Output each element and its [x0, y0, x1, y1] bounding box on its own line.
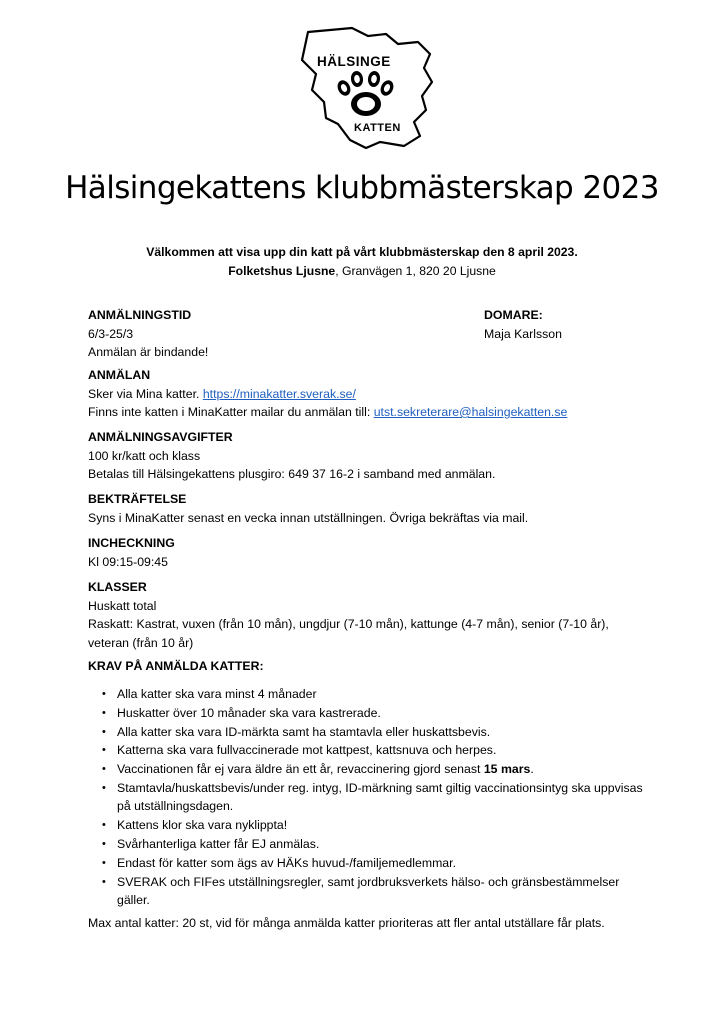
klasser-heading: KLASSER — [88, 580, 147, 594]
intro-venue: Folketshus Ljusne — [228, 264, 336, 278]
section-avgifter — [88, 428, 648, 484]
list-item: • Alla katter ska vara ID-märkta samt ha stamtavla eller huskattsbevis. — [88, 723, 648, 742]
intro-location — [0, 262, 724, 281]
anmalan-line1 — [88, 385, 648, 404]
bullet-icon: • — [102, 838, 106, 851]
bullet-icon: • — [102, 763, 106, 776]
section-anmalningstid — [88, 306, 648, 362]
anmalan-heading: ANMÄLAN — [88, 368, 151, 382]
list-item: • Huskatter över 10 månader ska vara kastrerade. — [88, 704, 648, 723]
anmalningstid-note: Anmälan är bindande! — [88, 345, 209, 359]
document-title: Hälsingekattens klubbmästerskap 2023 — [65, 170, 659, 206]
section-domare — [484, 306, 562, 343]
bekraftelse-heading: BEKTRÄFTELSE — [88, 492, 187, 506]
list-item: • Katterna ska vara fullvaccinerade mot kattpest, kattsnuva och herpes. — [88, 741, 648, 760]
club-logo — [294, 24, 436, 150]
avgifter-heading: ANMÄLNINGSAVGIFTER — [88, 430, 233, 444]
revaccination-deadline: 15 mars — [483, 762, 531, 777]
list-item: • Alla katter ska vara minst 4 månader — [88, 685, 648, 704]
bullet-icon: • — [102, 744, 106, 757]
max-cats-note: Max antal katter: 20 st, vid för många anmälda katter prioriteras att fler antal utställare får plats. — [88, 916, 605, 930]
bullet-icon: • — [102, 856, 106, 869]
intro — [0, 243, 724, 281]
section-klasser — [88, 578, 648, 652]
klasser-line1: Huskatt total — [88, 598, 157, 613]
list-item: • Svårhanterliga katter får EJ anmälas. — [88, 835, 648, 854]
list-item: • Kattens klor ska vara nyklippta! — [88, 816, 648, 835]
krav-heading: KRAV PÅ ANMÄLDA KATTER: — [88, 659, 264, 673]
domare-name: Maja Karlsson — [484, 326, 562, 341]
incheckning-line1: Kl 09:15-09:45 — [88, 554, 168, 569]
anmalan-line2-text: Finns inte katten i MinaKatter mailar du anmälan till: — [88, 405, 374, 419]
section-bekraftelse — [88, 490, 648, 527]
bullet-icon: • — [102, 706, 106, 719]
krav-list — [88, 685, 648, 910]
bullet-icon: • — [102, 725, 106, 738]
logo-top-text: HÄLSINGE — [317, 54, 391, 69]
avgifter-line2: Betalas till Hälsingekattens plusgiro: 649 37 16-2 i samband med anmälan. — [88, 467, 496, 481]
bullet-icon: • — [102, 819, 106, 832]
list-item: • Endast för katter som ägs av HÄKs huvud-/familjemedlemmar. — [88, 854, 648, 873]
incheckning-heading: INCHECKNING — [88, 536, 175, 550]
intro-welcome: Välkommen att visa upp din katt på vårt klubbmästerskap den 8 april 2023. — [146, 245, 578, 259]
list-item: • SVERAK och FIFes utställningsregler, samt jordbruksverkets hälso- och gränsbestämmelser gäller. — [102, 874, 620, 908]
minakatter-link[interactable]: https://minakatter.sverak.se/ — [202, 386, 356, 401]
section-anmalan — [88, 366, 648, 422]
section-incheckning — [88, 534, 648, 571]
list-item: • Stamtavla/huskattsbevis/under reg. intyg, ID-märkning samt giltig vaccinationsintyg ska uppvisas på utställningsdagen. — [102, 780, 643, 814]
intro-address: , Granvägen 1, 820 20 Ljusne — [335, 264, 496, 278]
bullet-icon: • — [102, 781, 106, 794]
bullet-icon: • — [102, 688, 106, 700]
anmalningstid-heading: ANMÄLNINGSTID — [88, 308, 192, 322]
anmalan-line1-text: Sker via Mina katter. — [88, 386, 203, 401]
anmalan-line2 — [88, 403, 648, 422]
bullet-icon: • — [102, 875, 106, 888]
bekraftelse-line1: Syns i MinaKatter senast en vecka innan utställningen. Övriga bekräftas via mail. — [88, 510, 529, 525]
avgifter-line1: 100 kr/katt och klass — [88, 448, 201, 463]
sekreterare-email-link[interactable]: utst.sekreterare@halsingekatten.se — [373, 405, 568, 419]
domare-heading: DOMARE: — [484, 308, 543, 322]
klasser-line2: Raskatt: Kastrat, vuxen (från 10 mån), ungdjur (7-10 mån), kattunge (4-7 mån), senior (7-10 år), veteran (från 10 år) — [88, 617, 609, 650]
anmalningstid-dates: 6/3-25/3 — [88, 326, 134, 341]
logo-bottom-text: KATTEN — [354, 122, 401, 134]
list-item: • Vaccinationen får ej vara äldre än ett år, revaccinering gjord senast 15 mars. — [88, 760, 648, 779]
section-krav-heading — [88, 657, 648, 676]
